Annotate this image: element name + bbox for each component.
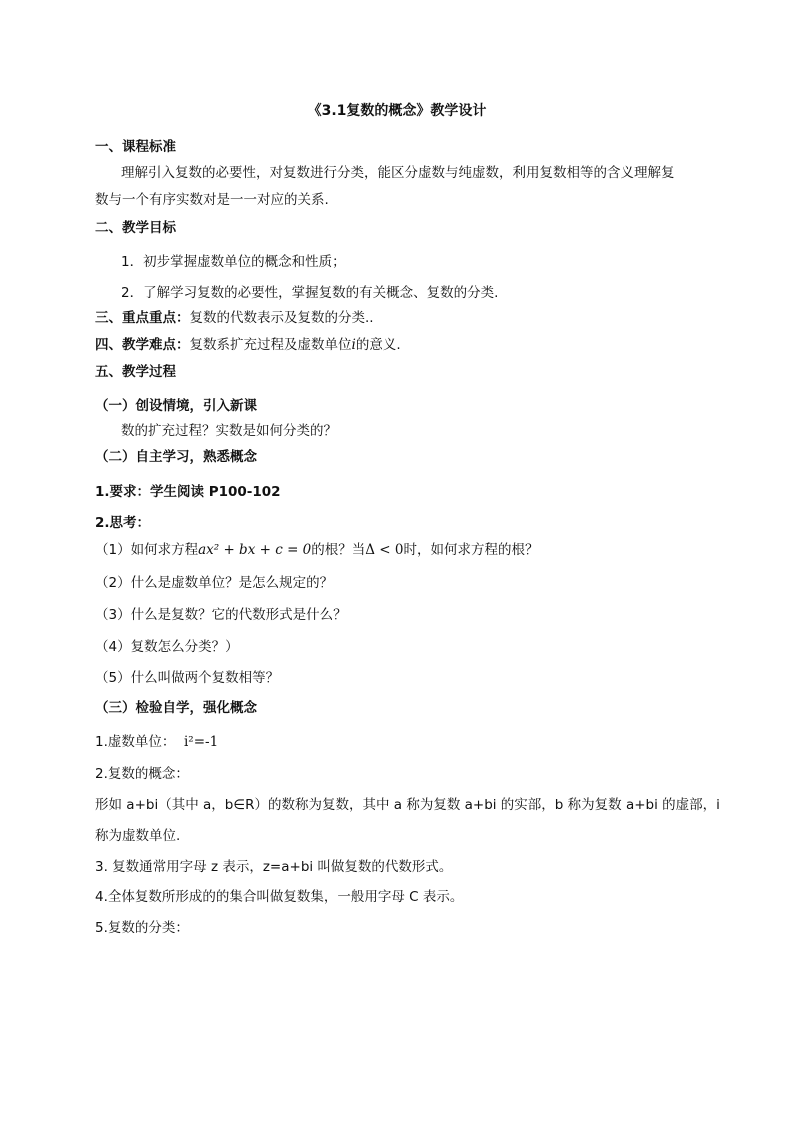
subsection-heading-2: （二）自主学习，熟悉概念 [95,449,257,465]
concept-1-line [95,732,218,752]
concept-3-line: 3. 复数通常用字母 z 表示，z=a+bi 叫做复数的代数形式。 [95,859,453,875]
section-heading-difficulties: 四、教学难点： [95,337,190,353]
key-points-line [95,308,374,328]
question-1-part-a: （1）如何求方程 [95,542,199,558]
imaginary-unit-symbol: i [351,337,356,353]
quadratic-equation: ax² + bx + c = 0 [198,542,312,558]
subsection-heading-1: （一）创设情境，引入新课 [95,398,257,414]
goal-item-1: 1．初步掌握虚数单位的概念和性质； [121,254,346,270]
imaginary-unit-formula: i²=-1 [183,734,219,750]
concept-5-line: 5.复数的分类： [95,920,189,936]
question-3: （3）什么是复数？它的代数形式是什么？ [95,607,347,623]
section-heading-key-points: 三、重点重点： [95,310,190,326]
section-heading-goals: 二、教学目标 [95,220,176,236]
requirement-line: 1.要求：学生阅读 P100-102 [95,484,281,500]
page-title: 《3.1复数的概念》教学设计 [307,103,487,119]
question-4: （4）复数怎么分类？） [95,639,239,655]
question-2: （2）什么是虚数单位？是怎么规定的？ [95,575,334,591]
concept-2-line2: 称为虚数单位. [95,828,181,844]
concept-2-label: 2.复数的概念： [95,766,189,782]
question-1-part-c: 时，如何求方程的根？ [403,542,539,558]
discriminant-condition: Δ < 0 [365,542,404,558]
difficulties-line [95,335,401,355]
difficulties-text-b: 的意义. [355,337,401,353]
subsection-1-text: 数的扩充过程？实数是如何分类的？ [121,423,337,439]
concept-2-line1: 形如 a+bi（其中 a，b∈R）的数称为复数，其中 a 称为复数 a+bi 的实部，b 称为复数 a+bi 的虚部，i [95,797,720,813]
curriculum-text-line2: 数与一个有序实数对是一一对应的关系. [95,192,329,208]
question-1-part-b: 的根？当 [311,542,366,558]
subsection-heading-3: （三）检验自学，强化概念 [95,700,257,716]
question-5: （5）什么叫做两个复数相等？ [95,670,280,686]
goal-item-2: 2．了解学习复数的必要性，掌握复数的有关概念、复数的分类. [121,285,499,301]
concept-4-line: 4.全体复数所形成的的集合叫做复数集，一般用字母 C 表示。 [95,889,464,905]
question-1 [95,540,539,560]
section-heading-process: 五、教学过程 [95,364,176,380]
key-points-text: 复数的代数表示及复数的分类.. [189,310,374,326]
section-heading-curriculum: 一、课程标准 [95,139,176,155]
concept-1-label: 1.虚数单位： [95,734,176,750]
difficulties-text-a: 复数系扩充过程及虚数单位 [189,337,352,353]
thinking-heading: 2.思考： [95,515,151,531]
curriculum-text-line1: 理解引入复数的必要性，对复数进行分类，能区分虚数与纯虚数，利用复数相等的含义理解复 [121,165,675,181]
